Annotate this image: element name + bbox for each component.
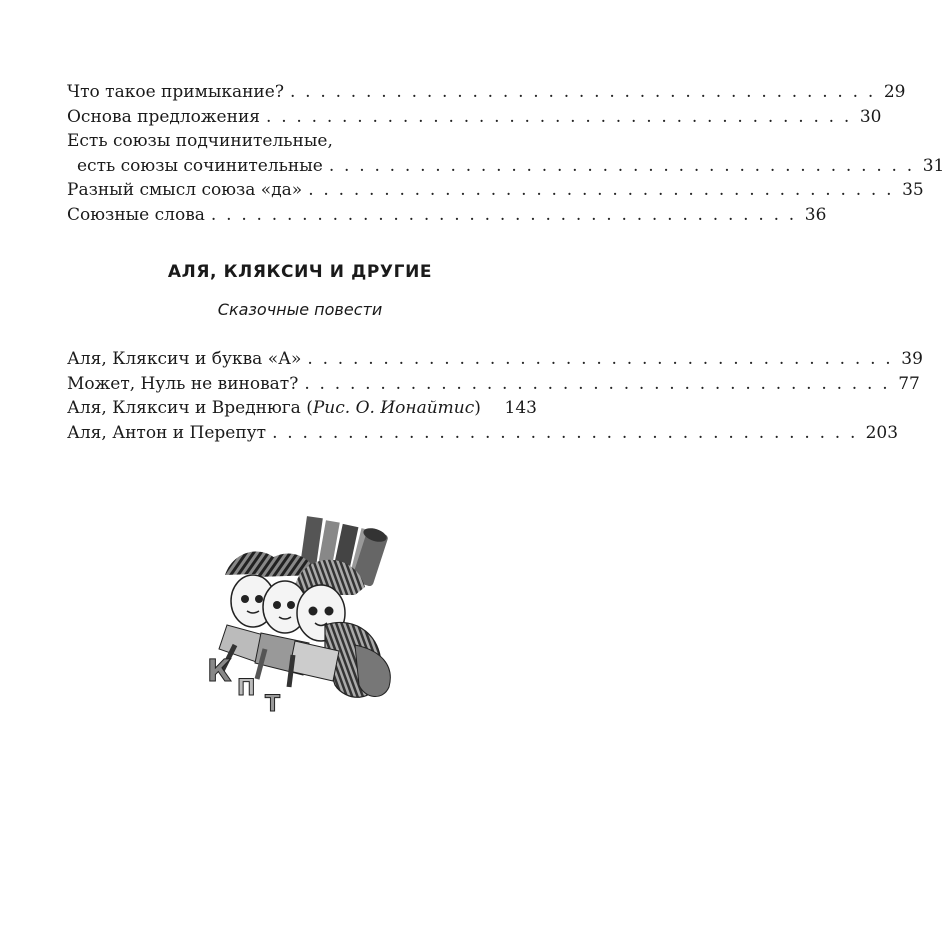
toc-entry-title: Аля, Антон и Перепут [67,422,267,443]
toc-entry-title: Может, Нуль не виноват? [67,373,299,394]
toc-entry-title-start: Аля, Кляксич и Вреднюга ( [67,398,313,418]
toc-entry-title-end: ) [474,398,481,418]
toc-entry-page: 29 [883,82,906,102]
toc-entry[interactable] [67,105,882,130]
toc-entry-page: 77 [898,373,920,394]
toc-entry-page: 143 [504,398,537,418]
toc-entry-page: 31 [922,155,944,176]
toc-entry-title: Что такое примыкание? [67,82,284,102]
section-subtitle: Сказочные повести [217,300,383,319]
letter-t: Т [265,692,281,717]
dot-leader: . . . . . . . . . . . . . . . . . . . . . . . . . . . . . . . . . . . . . . . [308,180,894,200]
dot-leader: . . . . . . . . . . . . . . . . . . . . . . . . . . . . . . . . . . . . . . . [272,422,858,443]
dot-leader: . . . . . . . . . . . . . . . . . . . . . . . . . . . . . . . . . . . . . . . [304,373,890,394]
toc-entry-title: Основа предложения [67,106,260,127]
toc-entry-page: 203 [865,422,899,443]
toc-entry[interactable] [67,372,920,397]
toc-entry-continuation[interactable] [67,154,944,179]
toc-entry-page: 35 [902,180,924,200]
toc-entry[interactable] [67,178,924,203]
dot-leader: . . . . . . . . . . . . . . . . . . . . . . . . . . . . . . . . . . . . . . . [328,155,915,176]
dot-leader: . . . . . . . . . . . . . . . . . . . . . . . . . . . . . . . . . . . . . . . [266,106,852,127]
toc-entry-title: есть союзы сочинительные [77,155,323,176]
toc-entry[interactable] [67,80,906,105]
toc-top-list [67,80,944,227]
toc-entry-title: Аля, Кляксич и буква «А» [67,349,302,369]
toc-entry-title: Есть союзы подчинительные, [67,131,333,151]
toc-entry-title: Союзные слова [67,204,205,225]
section-title: АЛЯ, КЛЯКСИЧ И ДРУГИЕ [167,262,433,282]
toc-entry[interactable] [67,396,537,421]
toc-entry[interactable] [67,421,899,446]
letter-k: К [207,654,232,689]
toc-entry-title: Разный смысл союза «да» [67,180,303,200]
toc-bottom-list [67,347,923,445]
toc-entry[interactable] [67,129,537,154]
characters-illustration [205,515,405,715]
dot-leader: . . . . . . . . . . . . . . . . . . . . . . . . . . . . . . . . . . . . . . . [289,82,876,102]
toc-entry-title [67,396,505,421]
toc-entry-page: 39 [901,349,923,369]
toc-entry-page: 36 [804,204,827,225]
toc-entry-page: 30 [859,106,882,127]
letter-p: П [237,676,256,701]
toc-entry[interactable] [67,347,923,372]
toc-entry[interactable] [67,203,827,228]
illustrator-credit: Рис. О. Ионайтис [312,398,475,418]
dot-leader: . . . . . . . . . . . . . . . . . . . . . . . . . . . . . . . . . . . . . . . [307,349,893,369]
dot-leader: . . . . . . . . . . . . . . . . . . . . . . . . . . . . . . . . . . . . . . . [210,204,797,225]
